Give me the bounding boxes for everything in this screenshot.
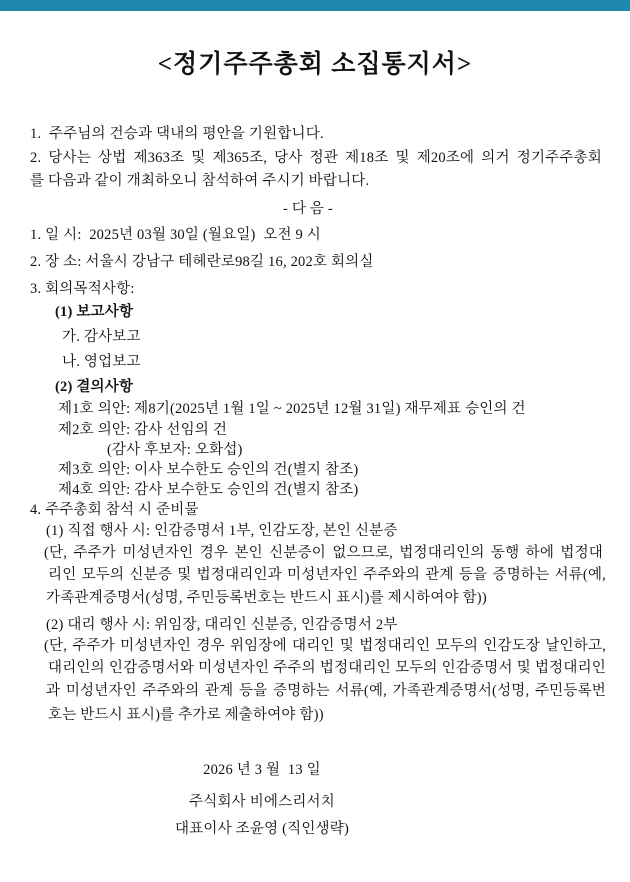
proxy-note-line-4: 호는 반드시 표시)를 추가로 제출하여야 함)) — [48, 707, 324, 723]
closing-date: 2026 년 3 월 13 일 — [203, 762, 321, 778]
report-item-audit: 가. 감사보고 — [62, 329, 141, 345]
divider-daum: - 다 음 - — [283, 201, 333, 217]
top-accent-bar — [0, 0, 630, 11]
resolution-item-2: 제2호 의안: 감사 선임의 건 — [58, 422, 228, 438]
report-section-heading: (1) 보고사항 — [55, 304, 134, 320]
report-item-business: 나. 영업보고 — [62, 354, 141, 370]
resolution-item-3: 제3호 의안: 이사 보수한도 승인의 건(별지 참조) — [58, 462, 359, 478]
resolution-item-2-candidate: (감사 후보자: 오화섭) — [107, 442, 243, 458]
direct-note-line-1: (단, 주주가 미성년자인 경우 본인 신분증이 없으므로, 법정대리인의 동행 하에 법정대 — [44, 545, 603, 561]
resolution-item-1: 제1호 의안: 제8기(2025년 1월 1일 ~ 2025년 12월 31일) 재무제표 승인의 건 — [58, 401, 526, 417]
direct-attendance-heading: (1) 직접 행사 시: 인감증명서 1부, 인감도장, 본인 신분증 — [46, 523, 398, 539]
document-title: <정기주주총회 소집통지서> — [157, 51, 473, 78]
proxy-note-line-1: (단, 주주가 미성년자인 경우 위임장에 대리인 및 법정대리인 모두의 인감도장 날인하고, — [44, 638, 606, 654]
intro-line-1: 2. 당사는 상법 제363조 및 제365조, 당사 정관 제18조 및 제20조에 의거 정기주주총회 — [30, 150, 602, 166]
resolution-section-heading: (2) 결의사항 — [55, 379, 134, 395]
meeting-datetime: 1. 일 시: 2025년 03월 30일 (월요일) 오전 9 시 — [30, 227, 321, 243]
direct-note-line-2: 리인 모두의 신분증 및 법정대리인과 미성년자인 주주와의 관계 등을 증명하는 서류(예, — [48, 567, 606, 583]
proxy-note-line-3: 과 미성년자인 주주와의 관계 등을 증명하는 서류(예, 가족관계증명서(성명, 주민등록번 — [46, 683, 606, 699]
meeting-location: 2. 장 소: 서울시 강남구 테헤란로98길 16, 202호 회의실 — [30, 254, 374, 270]
direct-note-line-3: 가족관계증명서(성명, 주민등록번호는 반드시 표시)를 제시하여야 함)) — [46, 590, 487, 606]
resolution-item-4: 제4호 의안: 감사 보수한도 승인의 건(별지 참조) — [58, 482, 359, 498]
closing-ceo-signature: 대표이사 조윤영 (직인생략) — [175, 821, 349, 837]
closing-company-name: 주식회사 비에스리서치 — [189, 794, 335, 810]
preparation-heading: 4. 주주총회 참석 시 준비물 — [30, 502, 199, 518]
agenda-heading: 3. 회의목적사항: — [30, 281, 135, 297]
greeting-line: 1. 주주님의 건승과 댁내의 평안을 기원합니다. — [30, 126, 324, 142]
proxy-note-line-2: 대리인의 인감증명서와 미성년자인 주주의 법정대리인 모두의 인감증명서 및 법정대리인 — [48, 660, 606, 676]
intro-line-2: 를 다음과 같이 개최하오니 참석하여 주시기 바랍니다. — [30, 173, 370, 189]
proxy-attendance-heading: (2) 대리 행사 시: 위임장, 대리인 신분증, 인감증명서 2부 — [46, 617, 398, 633]
